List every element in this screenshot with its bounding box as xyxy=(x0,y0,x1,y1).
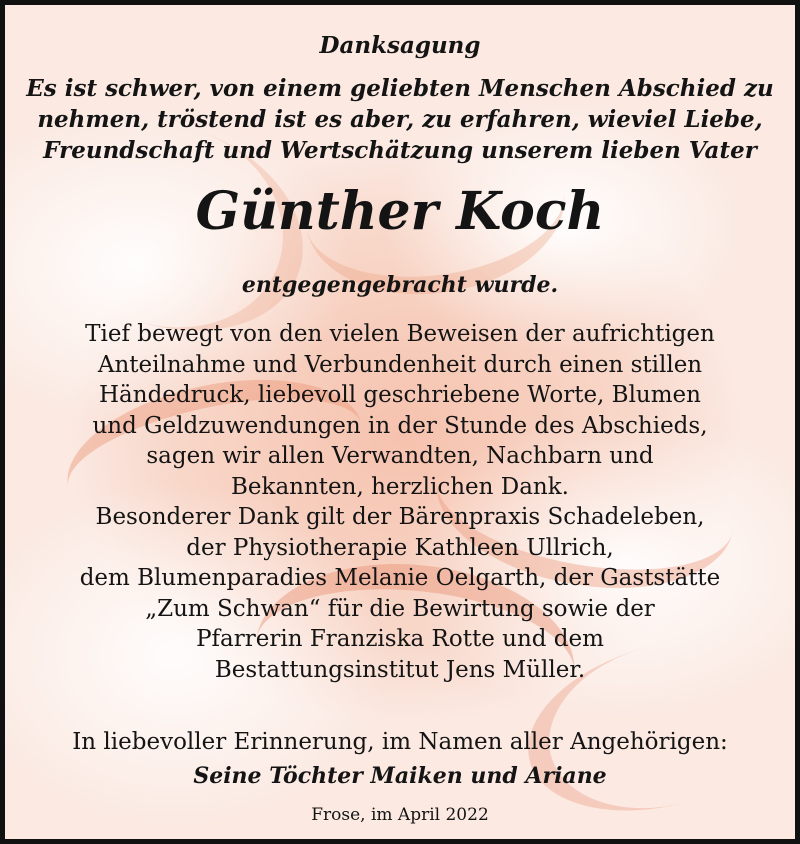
body-line: Bekannten, herzlichen Dank. xyxy=(231,473,569,500)
thanks-body xyxy=(10,319,790,685)
body-line: sagen wir allen Verwandten, Nachbarn und xyxy=(146,443,654,469)
deceased-name: Günther Koch xyxy=(195,181,605,242)
body-line: Tief bewegt von den vielen Beweisen der aufrichtigen xyxy=(85,321,715,347)
body-line: dem Blumenparadies Melanie Oelgarth, der Gaststätte xyxy=(79,565,721,591)
body-line: und Geldzuwendungen in der Stunde des Abschieds, xyxy=(92,412,708,439)
closing-line: In liebevoller Erinnerung, im Namen aller Angehörigen: xyxy=(72,729,728,755)
intro-line: nehmen, tröstend ist es aber, zu erfahren, wieviel Liebe, xyxy=(37,106,763,133)
body-line: „Zum Schwan“ für die Bewirtung sowie der xyxy=(145,595,655,622)
body-line: Besonderer Dank gilt der Bärenpraxis Schadeleben, xyxy=(95,504,705,530)
body-line: Bestattungsinstitut Jens Müller. xyxy=(214,656,586,683)
body-line: Pfarrerin Franziska Rotte und dem xyxy=(196,626,604,652)
signature: Seine Töchter Maiken und Ariane xyxy=(193,763,607,789)
place-date: Frose, im April 2022 xyxy=(311,805,489,825)
intro-text xyxy=(10,73,790,166)
intro-line: Freundschaft und Wertschätzung unserem lieben Vater xyxy=(43,137,757,164)
body-line: Anteilnahme und Verbundenheit durch einen stillen xyxy=(97,351,703,378)
after-name-text: entgegengebracht wurde. xyxy=(241,272,559,298)
intro-line: Es ist schwer, von einem geliebten Menschen Abschied zu xyxy=(26,75,774,102)
body-line: der Physiotherapie Kathleen Ullrich, xyxy=(186,534,614,561)
notice-heading: Danksagung xyxy=(319,32,481,59)
body-line: Händedruck, liebevoll geschriebene Worte, Blumen xyxy=(99,382,701,408)
